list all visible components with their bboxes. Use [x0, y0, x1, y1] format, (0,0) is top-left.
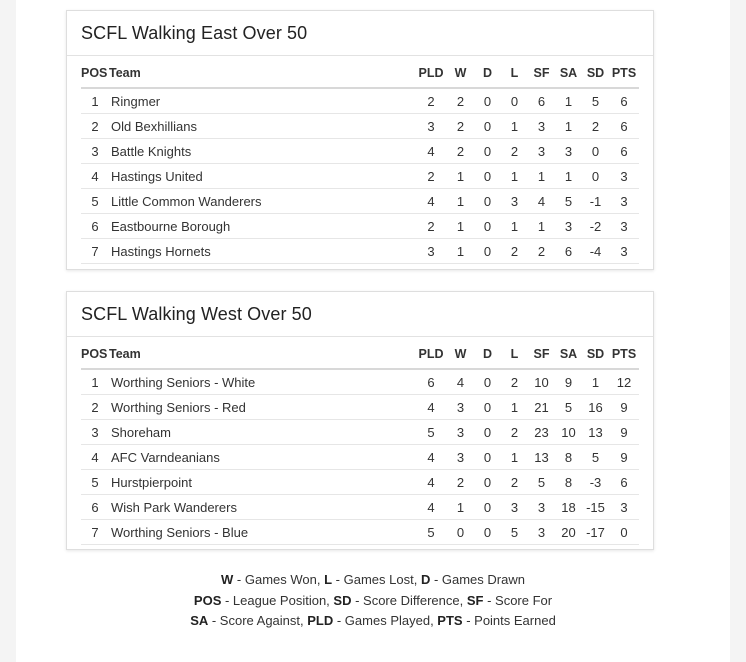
cell-d: 0 [474, 520, 501, 545]
cell-pos: 3 [81, 420, 109, 445]
cell-l: 1 [501, 114, 528, 139]
cell-l: 3 [501, 189, 528, 214]
league-table-card-east [66, 10, 654, 270]
cell-d: 0 [474, 445, 501, 470]
legend-description: - Points Earned [462, 613, 556, 628]
cell-w: 2 [447, 114, 474, 139]
cell-team: Hastings United [109, 164, 415, 189]
cell-l: 0 [501, 88, 528, 114]
cell-sd: 0 [582, 139, 609, 164]
cell-pts: 9 [609, 420, 639, 445]
cell-sf: 3 [528, 139, 555, 164]
cell-d: 0 [474, 88, 501, 114]
cell-sa: 5 [555, 395, 582, 420]
cell-l: 1 [501, 164, 528, 189]
column-header-team: Team [109, 340, 415, 369]
cell-pld: 2 [415, 88, 447, 114]
cell-sf: 1 [528, 164, 555, 189]
column-header-pld: PLD [415, 59, 447, 88]
cell-l: 2 [501, 369, 528, 395]
column-header-w: W [447, 340, 474, 369]
cell-d: 0 [474, 395, 501, 420]
cell-team: Little Common Wanderers [109, 189, 415, 214]
cell-sd: -15 [582, 495, 609, 520]
cell-d: 0 [474, 239, 501, 264]
cell-sf: 13 [528, 445, 555, 470]
cell-pts: 3 [609, 495, 639, 520]
column-header-l: L [501, 59, 528, 88]
cell-w: 2 [447, 470, 474, 495]
league-table [81, 340, 639, 545]
cell-pld: 3 [415, 239, 447, 264]
cell-sf: 1 [528, 214, 555, 239]
column-header-pts: PTS [609, 340, 639, 369]
cell-pts: 6 [609, 470, 639, 495]
cell-sf: 3 [528, 520, 555, 545]
column-header-pld: PLD [415, 340, 447, 369]
legend-abbreviation: PLD [307, 613, 334, 628]
legend-description: - Score Difference, [351, 592, 467, 608]
legend-line [16, 591, 730, 612]
cell-team: Old Bexhillians [109, 114, 415, 139]
table-row [81, 520, 639, 545]
column-header-pos: POS [81, 59, 109, 88]
cell-d: 0 [474, 164, 501, 189]
cell-sf: 4 [528, 189, 555, 214]
table-row [81, 495, 639, 520]
cell-pos: 2 [81, 114, 109, 139]
cell-sf: 23 [528, 420, 555, 445]
table-row [81, 189, 639, 214]
cell-pos: 4 [81, 445, 109, 470]
cell-w: 2 [447, 88, 474, 114]
legend-abbreviation: POS [193, 592, 222, 608]
column-header-sa: SA [555, 59, 582, 88]
cell-pos: 1 [81, 369, 109, 395]
cell-l: 1 [501, 395, 528, 420]
legend-description: - Score For [483, 592, 553, 608]
cell-sa: 6 [555, 239, 582, 264]
cell-sa: 5 [555, 189, 582, 214]
legend-abbreviation: L [324, 572, 333, 587]
table-row [81, 239, 639, 264]
cell-sa: 3 [555, 214, 582, 239]
cell-d: 0 [474, 369, 501, 395]
table-row [81, 369, 639, 395]
cell-sa: 3 [555, 139, 582, 164]
cell-l: 2 [501, 239, 528, 264]
table-row [81, 114, 639, 139]
cell-pos: 6 [81, 214, 109, 239]
cell-w: 1 [447, 214, 474, 239]
cell-team: Worthing Seniors - Blue [109, 520, 415, 545]
table-row [81, 470, 639, 495]
cell-team: Wish Park Wanderers [109, 495, 415, 520]
table-row [81, 88, 639, 114]
column-header-sd: SD [582, 59, 609, 88]
cell-l: 1 [501, 214, 528, 239]
league-table-card-west [66, 291, 654, 550]
cell-pld: 2 [415, 214, 447, 239]
cell-sa: 1 [555, 164, 582, 189]
column-header-sf: SF [528, 59, 555, 88]
table-row [81, 420, 639, 445]
cell-sf: 10 [528, 369, 555, 395]
column-header-w: W [447, 59, 474, 88]
cell-pos: 1 [81, 88, 109, 114]
cell-sf: 3 [528, 114, 555, 139]
cell-sf: 5 [528, 470, 555, 495]
legend-description: - League Position, [221, 592, 334, 608]
cell-pld: 5 [415, 520, 447, 545]
table-header-row [81, 59, 639, 88]
legend-description: - Games Drawn [430, 572, 525, 587]
cell-sf: 3 [528, 495, 555, 520]
cell-w: 1 [447, 189, 474, 214]
cell-sa: 18 [555, 495, 582, 520]
table-title: SCFL Walking East Over 50 [81, 23, 308, 43]
cell-l: 2 [501, 420, 528, 445]
cell-l: 5 [501, 520, 528, 545]
cell-d: 0 [474, 495, 501, 520]
cell-team: Ringmer [109, 88, 415, 114]
cell-l: 2 [501, 470, 528, 495]
cell-pts: 0 [609, 520, 639, 545]
cell-team: Hastings Hornets [109, 239, 415, 264]
cell-sa: 8 [555, 445, 582, 470]
cell-pos: 7 [81, 520, 109, 545]
table-header-row [81, 340, 639, 369]
cell-l: 3 [501, 495, 528, 520]
cell-sa: 1 [555, 114, 582, 139]
column-header-sf: SF [528, 340, 555, 369]
cell-pts: 12 [609, 369, 639, 395]
cell-team: Eastbourne Borough [109, 214, 415, 239]
cell-d: 0 [474, 420, 501, 445]
cell-pos: 5 [81, 470, 109, 495]
cell-w: 3 [447, 445, 474, 470]
cell-pos: 4 [81, 164, 109, 189]
cell-w: 0 [447, 520, 474, 545]
cell-team: Hurstpierpoint [109, 470, 415, 495]
table-row [81, 395, 639, 420]
cell-pos: 2 [81, 395, 109, 420]
cell-sd: 1 [582, 369, 609, 395]
divider [67, 55, 653, 56]
cell-pts: 6 [609, 139, 639, 164]
cell-w: 1 [447, 164, 474, 189]
cell-pld: 4 [415, 445, 447, 470]
cell-l: 2 [501, 139, 528, 164]
cell-pts: 3 [609, 189, 639, 214]
cell-pts: 6 [609, 88, 639, 114]
column-header-pts: PTS [609, 59, 639, 88]
cell-d: 0 [474, 470, 501, 495]
cell-pos: 3 [81, 139, 109, 164]
cell-sf: 21 [528, 395, 555, 420]
cell-team: Worthing Seniors - White [109, 369, 415, 395]
legend-abbreviation: SF [466, 592, 484, 608]
cell-sd: 13 [582, 420, 609, 445]
legend-line [16, 611, 730, 632]
cell-d: 0 [474, 139, 501, 164]
cell-w: 3 [447, 395, 474, 420]
cell-team: Battle Knights [109, 139, 415, 164]
column-header-d: D [474, 340, 501, 369]
cell-sd: -1 [582, 189, 609, 214]
cell-pld: 6 [415, 369, 447, 395]
cell-sd: -4 [582, 239, 609, 264]
cell-w: 1 [447, 239, 474, 264]
cell-d: 0 [474, 189, 501, 214]
table-row [81, 214, 639, 239]
legend-description: - Games Lost, [332, 572, 421, 587]
cell-team: Worthing Seniors - Red [109, 395, 415, 420]
cell-sd: 5 [582, 445, 609, 470]
legend-abbreviation: W [221, 572, 234, 587]
legend-abbreviation: SA [190, 613, 209, 628]
cell-w: 3 [447, 420, 474, 445]
legend-abbreviation: D [420, 572, 431, 587]
cell-w: 4 [447, 369, 474, 395]
legend-description: - Score Against, [208, 613, 308, 628]
cell-w: 1 [447, 495, 474, 520]
cell-pts: 9 [609, 445, 639, 470]
legend-line [16, 570, 730, 591]
legend-abbreviation: SD [333, 592, 352, 608]
cell-sa: 9 [555, 369, 582, 395]
cell-pld: 4 [415, 139, 447, 164]
cell-w: 2 [447, 139, 474, 164]
cell-sa: 1 [555, 88, 582, 114]
cell-sd: 5 [582, 88, 609, 114]
cell-sa: 8 [555, 470, 582, 495]
cell-sa: 20 [555, 520, 582, 545]
table-title: SCFL Walking West Over 50 [81, 304, 312, 324]
table-row [81, 164, 639, 189]
cell-pld: 3 [415, 114, 447, 139]
cell-sd: 2 [582, 114, 609, 139]
cell-team: AFC Varndeanians [109, 445, 415, 470]
column-header-d: D [474, 59, 501, 88]
cell-pts: 3 [609, 239, 639, 264]
cell-pld: 4 [415, 470, 447, 495]
cell-pld: 5 [415, 420, 447, 445]
column-header-team: Team [109, 59, 415, 88]
cell-pos: 6 [81, 495, 109, 520]
column-header-l: L [501, 340, 528, 369]
cell-d: 0 [474, 114, 501, 139]
cell-sf: 2 [528, 239, 555, 264]
cell-sd: 0 [582, 164, 609, 189]
legend-description: - Games Won, [233, 572, 325, 587]
cell-sa: 10 [555, 420, 582, 445]
abbreviation-legend [16, 570, 730, 632]
column-header-sd: SD [582, 340, 609, 369]
cell-team: Shoreham [109, 420, 415, 445]
cell-pld: 4 [415, 395, 447, 420]
cell-pts: 9 [609, 395, 639, 420]
legend-description: - Games Played, [333, 613, 438, 628]
cell-pts: 3 [609, 164, 639, 189]
league-table [81, 59, 639, 264]
cell-d: 0 [474, 214, 501, 239]
cell-sd: 16 [582, 395, 609, 420]
column-header-sa: SA [555, 340, 582, 369]
table-row [81, 139, 639, 164]
cell-sd: -3 [582, 470, 609, 495]
cell-pts: 6 [609, 114, 639, 139]
cell-sf: 6 [528, 88, 555, 114]
legend-abbreviation: PTS [437, 613, 463, 628]
cell-pld: 4 [415, 189, 447, 214]
column-header-pos: POS [81, 340, 109, 369]
divider [67, 336, 653, 337]
cell-pos: 5 [81, 189, 109, 214]
cell-sd: -17 [582, 520, 609, 545]
cell-pts: 3 [609, 214, 639, 239]
cell-pld: 4 [415, 495, 447, 520]
table-row [81, 445, 639, 470]
cell-pos: 7 [81, 239, 109, 264]
cell-l: 1 [501, 445, 528, 470]
cell-pld: 2 [415, 164, 447, 189]
cell-sd: -2 [582, 214, 609, 239]
